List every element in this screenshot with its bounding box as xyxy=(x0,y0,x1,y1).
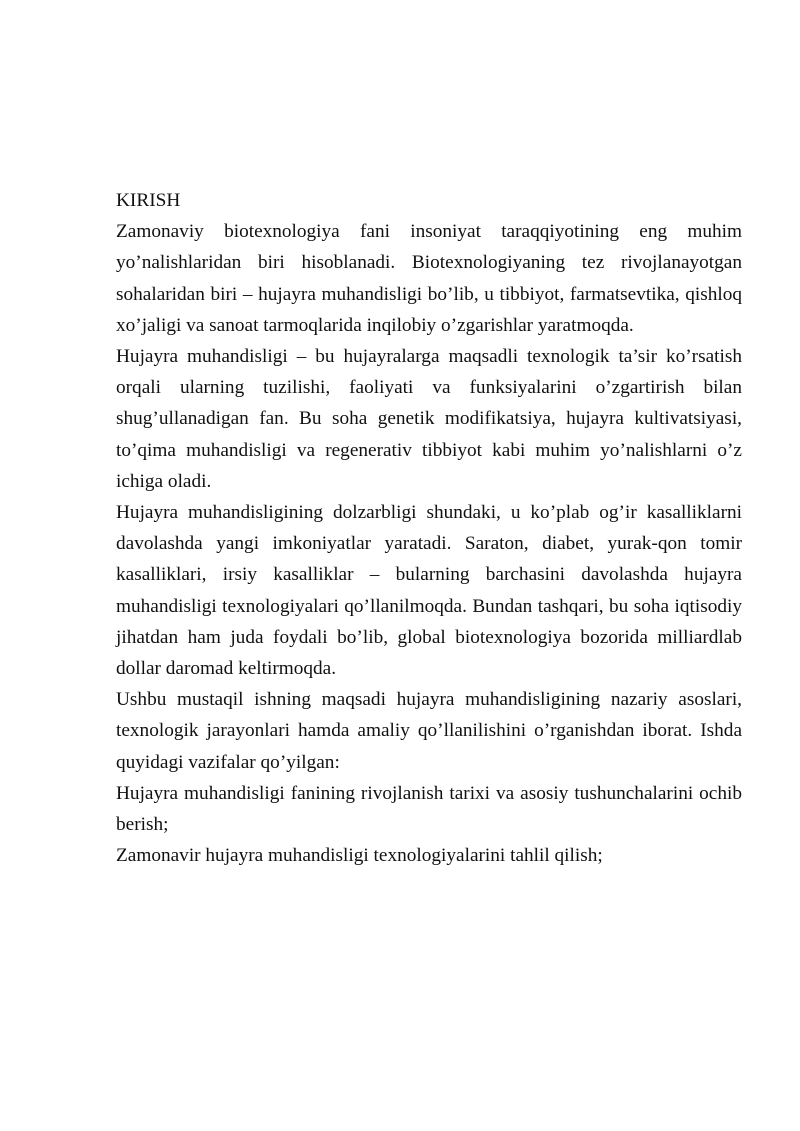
paragraph-task-1: Hujayra muhandisligi fanining rivojlanish tarixi va asosiy tushunchalarini ochib berish; xyxy=(116,782,742,836)
document-body xyxy=(116,185,742,871)
section-heading: KIRISH xyxy=(116,190,181,211)
paragraph-relevance: Hujayra muhandisligining dolzarbligi shundaki, u ko’plab og’ir kasalliklarni davolashda yangi imkoniyatlar yaratadi. Saraton, diabet, yurak-qon tomir kasalliklari, irsiy kasalliklar – bularning barchasini davolashda hujayra muhandisligi texnologiyalari qo’llanilmoqda. Bundan tashqari, bu soha iqtisodiy jihatdan ham juda foydali bo’lib, global biotexnologiya bozorida milliardlab dollar daromad keltirmoqda. xyxy=(116,502,742,680)
paragraph-intro: Zamonaviy biotexnologiya fani insoniyat taraqqiyotining eng muhim yo’nalishlaridan biri hisoblanadi. Biotexnologiyaning tez rivojlanayotgan sohalaridan biri – hujayra muhandisligi bo’lib, u tibbiyot, farmatsevtika, qishloq xo’jaligi va sanoat tarmoqlarida inqilobiy o’zgarishlar yaratmoqda. xyxy=(116,221,742,336)
paragraph-goal: Ushbu mustaqil ishning maqsadi hujayra muhandisligining nazariy asoslari, texnologik jarayonlari hamda amaliy qo’llanilishini o’rganishdan iborat. Ishda quyidagi vazifalar qo’yilgan: xyxy=(116,689,742,773)
paragraph-definition: Hujayra muhandisligi – bu hujayralarga maqsadli texnologik ta’sir ko’rsatish orqali ularning tuzilishi, faoliyati va funksiyalarini o’zgartirish bilan shug’ullanadigan fan. Bu soha genetik modifikatsiya, hujayra kultivatsiyasi, to’qima muhandisligi va regenerativ tibbiyot kabi muhim yo’nalishlarni o’z ichiga oladi. xyxy=(116,346,742,492)
paragraph-task-2: Zamonavir hujayra muhandisligi texnologiyalarini tahlil qilish; xyxy=(116,845,603,867)
